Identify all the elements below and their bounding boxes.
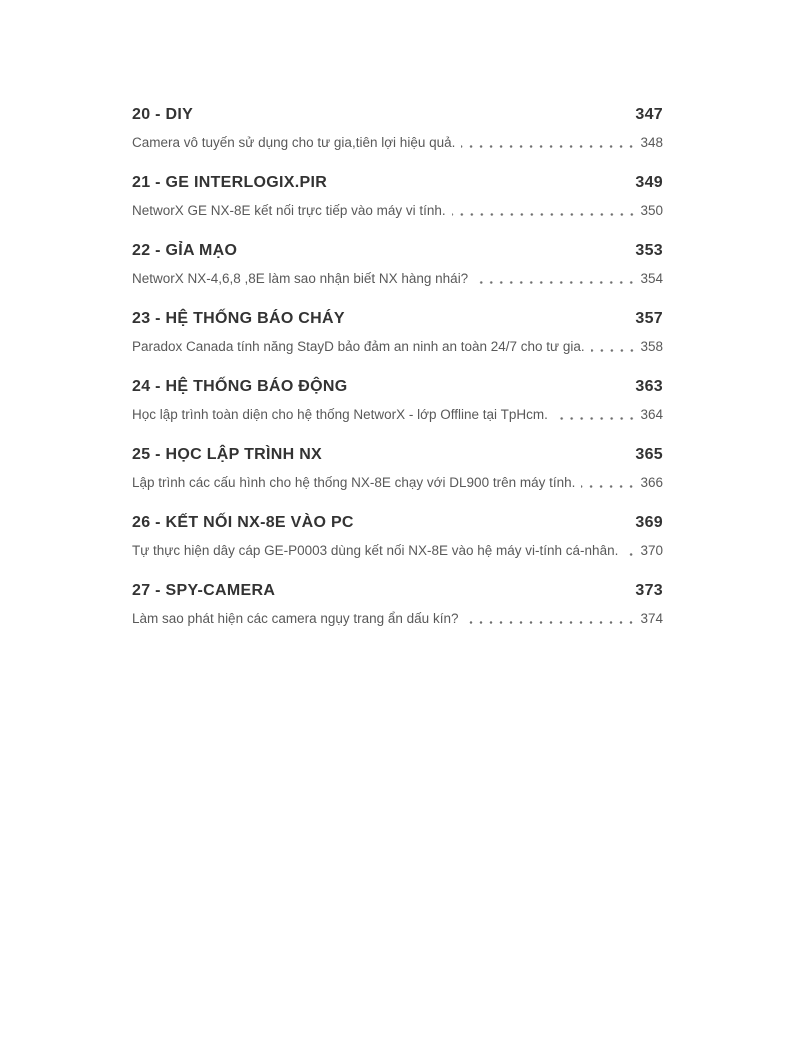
- chapter-title: 25 - HỌC LẬP TRÌNH NX: [132, 446, 323, 463]
- topic-page-number: 348: [640, 135, 663, 150]
- chapter-row: [132, 581, 663, 601]
- toc-entry: [132, 445, 663, 513]
- chapter-row: [132, 377, 663, 397]
- topic-title: NetworX NX-4,6,8 ,8E làm sao nhận biết NX hàng nhái?: [132, 271, 469, 286]
- chapter-page-number: 347: [635, 106, 663, 123]
- topic-title: Lập trình các cấu hình cho hệ thống NX-8E chạy với DL900 trên máy tính.: [132, 475, 576, 490]
- dot-leader: [452, 213, 637, 216]
- toc-entry: [132, 581, 663, 649]
- chapter-row: [132, 445, 663, 465]
- topic-title: Làm sao phát hiện các camera ngụy trang ẩn dấu kín?: [132, 611, 459, 626]
- topic-page-number: 374: [640, 611, 663, 626]
- topic-page-number: 366: [640, 475, 663, 490]
- dot-leader: [591, 349, 637, 352]
- table-of-contents: [132, 105, 663, 649]
- dot-leader: [474, 281, 636, 284]
- dot-leader: [624, 553, 636, 556]
- toc-entry: [132, 513, 663, 581]
- topic-page-number: 358: [640, 339, 663, 354]
- topic-row: [132, 338, 663, 356]
- chapter-title: 23 - HỆ THỐNG BÁO CHÁY: [132, 310, 345, 327]
- chapter-title: 26 - KẾT NỐI NX-8E VÀO PC: [132, 514, 354, 531]
- topic-page-number: 350: [640, 203, 663, 218]
- topic-title: Paradox Canada tính năng StayD bảo đảm an ninh an toàn 24/7 cho tư gia.: [132, 339, 585, 354]
- chapter-row: [132, 309, 663, 329]
- topic-row: [132, 134, 663, 152]
- toc-entry: [132, 309, 663, 377]
- dot-leader: [461, 145, 636, 148]
- chapter-row: [132, 173, 663, 193]
- chapter-title: 22 - GỈA MẠO: [132, 242, 238, 259]
- topic-page-number: 370: [640, 543, 663, 558]
- topic-page-number: 354: [640, 271, 663, 286]
- toc-entry: [132, 241, 663, 309]
- chapter-page-number: 363: [635, 378, 663, 395]
- chapter-page-number: 353: [635, 242, 663, 259]
- chapter-page-number: 349: [635, 174, 663, 191]
- topic-row: [132, 270, 663, 288]
- dot-leader: [554, 417, 637, 420]
- topic-row: [132, 610, 663, 628]
- toc-entry: [132, 105, 663, 173]
- topic-title: Camera vô tuyến sử dụng cho tư gia,tiên lợi hiệu quả.: [132, 135, 456, 150]
- topic-title: NetworX GE NX-8E kết nối trực tiếp vào máy vi tính.: [132, 203, 446, 218]
- chapter-page-number: 369: [635, 514, 663, 531]
- topic-title: Học lập trình toàn diện cho hệ thống NetworX - lớp Offline tại TpHcm.: [132, 407, 548, 422]
- topic-row: [132, 202, 663, 220]
- toc-entry: [132, 173, 663, 241]
- chapter-row: [132, 241, 663, 261]
- chapter-page-number: 365: [635, 446, 663, 463]
- topic-row: [132, 474, 663, 492]
- chapter-row: [132, 513, 663, 533]
- topic-row: [132, 542, 663, 560]
- chapter-row: [132, 105, 663, 125]
- chapter-title: 24 - HỆ THỐNG BÁO ĐỘNG: [132, 378, 348, 395]
- topic-page-number: 364: [640, 407, 663, 422]
- chapter-title: 20 - DIY: [132, 106, 194, 123]
- chapter-title: 21 - GE INTERLOGIX.PIR: [132, 174, 328, 191]
- topic-title: Tự thực hiện dây cáp GE-P0003 dùng kết nối NX-8E vào hệ máy vi-tính cá-nhân.: [132, 543, 619, 558]
- topic-row: [132, 406, 663, 424]
- dot-leader: [464, 621, 636, 624]
- chapter-page-number: 357: [635, 310, 663, 327]
- dot-leader: [581, 485, 636, 488]
- toc-entry: [132, 377, 663, 445]
- chapter-page-number: 373: [635, 582, 663, 599]
- chapter-title: 27 - SPY-CAMERA: [132, 582, 276, 599]
